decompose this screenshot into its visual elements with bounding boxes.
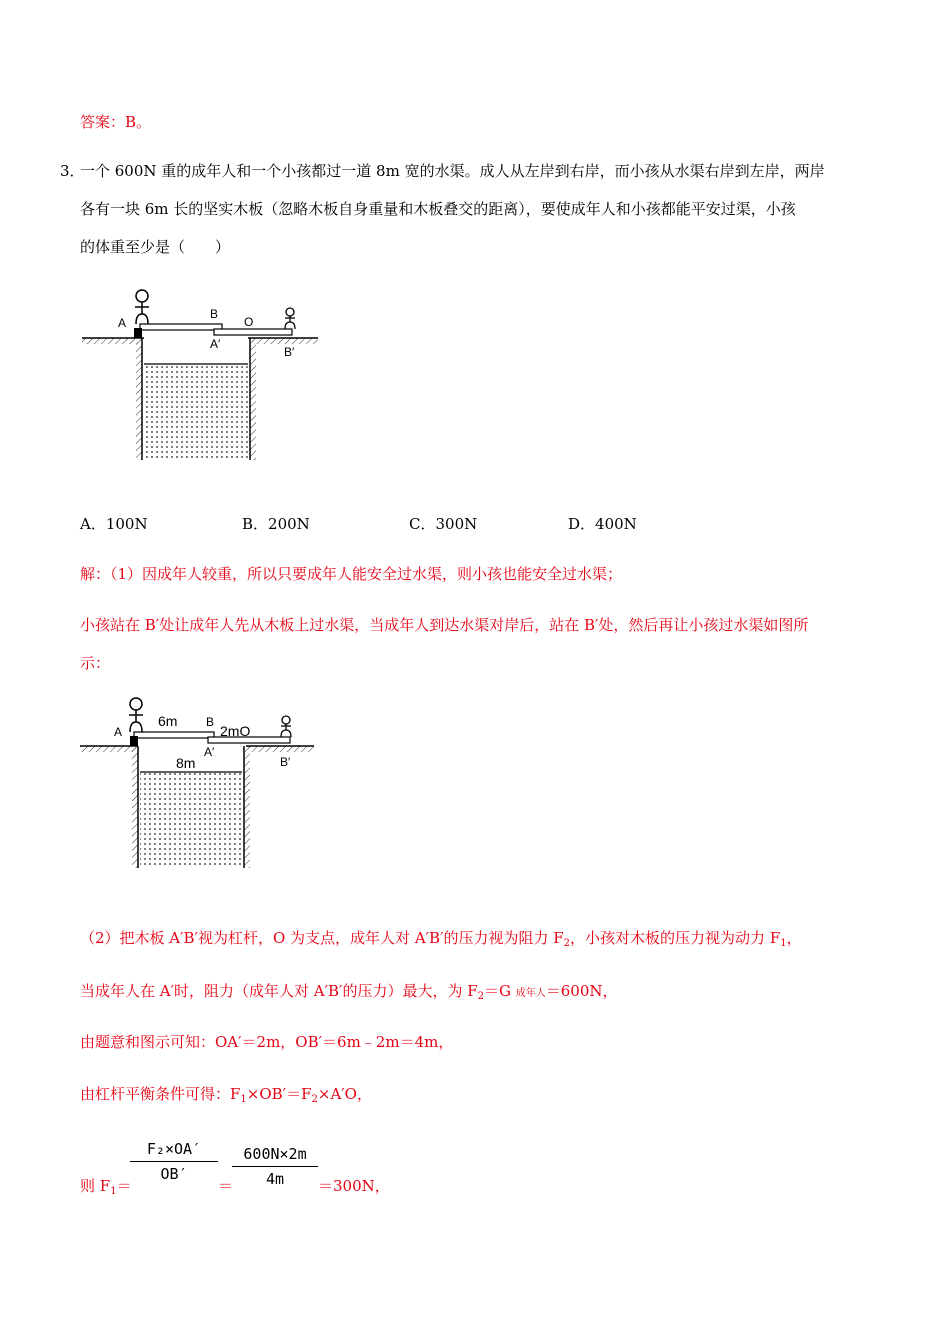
fraction-2: 600N×2m 4m [232, 1145, 318, 1188]
canal-diagram-1 [80, 280, 320, 465]
canal-diagram-2 [78, 692, 318, 872]
label-B-prime: B′ [284, 345, 295, 359]
label-A-prime: A′ [210, 337, 221, 351]
label-A-2: A [114, 725, 123, 739]
question-line-2: 各有一块 6m 长的坚实木板（忽略木板自身重量和木板叠交的距离），要使成年人和小孩都能平安过渠，小孩 [80, 200, 796, 218]
label-A: A [118, 316, 127, 330]
question-number: 3． [60, 162, 85, 180]
solution-line-6: 由杠杆平衡条件可得：$F_1\times OB'=F_2\times A'O$， [80, 1085, 372, 1105]
solution-line-4: 当成年人在 A′时，阻力（成年人对 A′B′的压力）最大，为 $F_2=G$ 成年人＝600N， [80, 982, 618, 1002]
question-line-1: 一个 600N 重的成年人和一个小孩都过一道 8m 宽的水渠。成人从左岸到右岸，而小孩从水渠右岸到左岸，两岸 [80, 162, 825, 180]
equals-sign: ＝ [218, 1177, 234, 1195]
option-b: B．200N [242, 515, 310, 533]
solution-line-2a: 小孩站在 B′处让成年人先从木板上过水渠，当成年人到达水渠对岸后，站在 B′处，然后再让小孩过水渠如图所 [80, 616, 809, 634]
previous-answer: 答案：B。 [80, 113, 152, 131]
solution-step-2: （2）把木板 A′B′视为杠杆，O 为支点，成年人对 A′B′的压力视为阻力 $F_2$，小孩对木板的压力视为动力 $F_1$， [80, 929, 802, 949]
option-c: C．300N [409, 515, 478, 533]
label-O: O [244, 315, 254, 329]
question-line-3: 的体重至少是（ ） [80, 238, 231, 256]
solution-line-5: 由题意和图示可知：OA′＝2m，OB′＝6m﹣2m＝4m， [80, 1033, 454, 1051]
label-2mO: 2mO [220, 723, 251, 739]
label-B-prime-2: B′ [280, 755, 291, 769]
solution-result: ＝300N， [318, 1177, 390, 1195]
label-B-2: B [206, 715, 215, 729]
solution-step-1: 解：（1）因成年人较重，所以只要成年人能安全过水渠，则小孩也能安全过水渠； [80, 565, 623, 583]
option-a: A．100N [80, 515, 148, 533]
label-8m: 8m [176, 755, 196, 771]
label-6m: 6m [158, 713, 178, 729]
label-A-prime-2: A′ [204, 745, 215, 759]
solution-line-2b: 示： [80, 654, 111, 672]
option-d: D．400N [568, 515, 637, 533]
label-B: B [210, 307, 219, 321]
fraction-1: F₂×OA′ OB′ [130, 1140, 218, 1183]
solution-line-7-prefix: 则 $F_1=$ [80, 1177, 132, 1197]
